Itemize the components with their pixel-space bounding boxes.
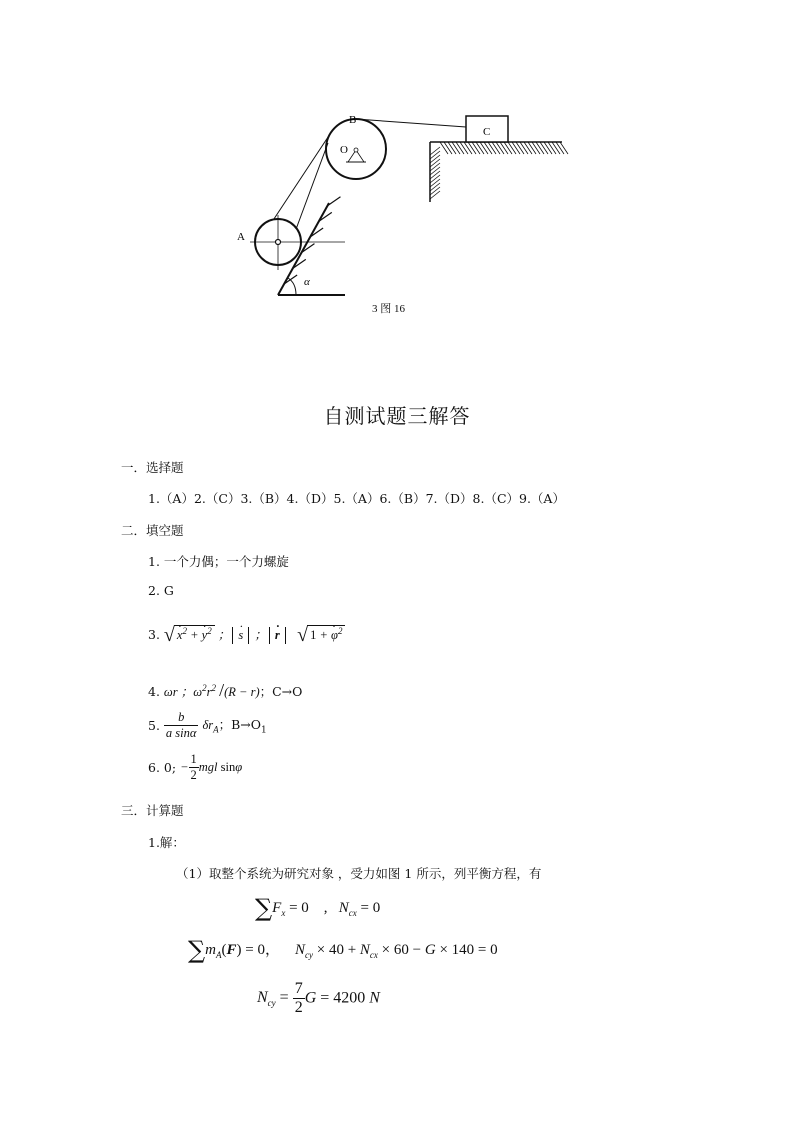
ground-hatch-line bbox=[512, 142, 520, 154]
wall-hatch-line bbox=[430, 179, 440, 187]
answer-4-formula: ωr ；$\omega^2r^2$ /(R − r) bbox=[163, 680, 260, 700]
section-heading-choice: 一．选择题 bbox=[121, 460, 184, 475]
wall-hatch-line bbox=[430, 147, 440, 155]
ground-hatch-line bbox=[528, 142, 536, 154]
answer-3-number: 3. bbox=[148, 627, 160, 642]
ground-hatch-line bbox=[508, 142, 516, 154]
equation-ncy: $N_{cy}$ = $\frac{7}{2}$ G = 4200 N bbox=[257, 980, 380, 1016]
ground-hatch-line bbox=[496, 142, 504, 154]
wall-hatch-line bbox=[430, 151, 440, 159]
label-alpha: α bbox=[304, 276, 310, 288]
ground-hatch-line bbox=[532, 142, 540, 154]
ground-hatch-line bbox=[504, 142, 512, 154]
ground-hatch-line bbox=[440, 142, 448, 154]
ground-hatch-line bbox=[492, 142, 500, 154]
ground-hatch-line bbox=[548, 142, 556, 154]
figure-caption: 3 图 16 bbox=[372, 303, 405, 315]
fill-answer-3 bbox=[148, 624, 345, 647]
ground-hatch-line bbox=[488, 142, 496, 154]
ground-hatch-line bbox=[444, 142, 452, 154]
fill-answer-4 bbox=[148, 680, 302, 701]
label-o: O bbox=[340, 144, 348, 156]
mechanism-figure bbox=[230, 105, 570, 305]
answer-3-formula: √ x ·$^2$ + y ·$^2$ ； s · ； r · √ 1 + φ ·$^2$ bbox=[164, 628, 346, 642]
page-title: 自测试题三解答 bbox=[323, 404, 471, 428]
solution-step-1: （1）取整个系统为研究对象 ，受力如图 1 所示，列平衡方程，有 bbox=[176, 866, 542, 881]
ground-hatch-line bbox=[552, 142, 560, 154]
answer-5-number: 5. bbox=[148, 718, 160, 733]
section-heading-calc: 三．计算题 bbox=[121, 803, 184, 818]
equation-moment-a: $\sum m_A(F) = 0$， $N_{cy} \times 40 + N_{cx} \times 60 - G \times 140 = 0$ bbox=[188, 936, 498, 964]
ground-hatch-line bbox=[460, 142, 468, 154]
ground-hatch-line bbox=[448, 142, 456, 154]
section-heading-fill: 二．填空题 bbox=[121, 523, 184, 538]
ground-hatch-line bbox=[456, 142, 464, 154]
equation-sum-fx: $\sum F_x = 0$ , $N_{cx} = 0$ bbox=[255, 894, 381, 922]
fill-answer-2: 2. G bbox=[148, 583, 174, 598]
incline-hatch-line bbox=[327, 197, 340, 206]
wall-hatch-line bbox=[430, 175, 440, 183]
wall-hatch-line bbox=[430, 167, 440, 175]
ground-hatch-line bbox=[476, 142, 484, 154]
ground-hatch-line bbox=[540, 142, 548, 154]
rope-left-1 bbox=[266, 128, 334, 231]
ground-hatch-line bbox=[472, 142, 480, 154]
answer-5-fraction: $\frac{b}{\text{a sinα}}$ bbox=[165, 710, 197, 740]
ground-hatch-line bbox=[520, 142, 528, 154]
wall-hatch-line bbox=[430, 159, 440, 167]
answer-5-direction: ；B→O bbox=[218, 717, 262, 732]
label-c: C bbox=[483, 126, 491, 138]
answer-4-number: 4. bbox=[148, 684, 160, 699]
ground-hatch-line bbox=[480, 142, 488, 154]
wall-hatch-line bbox=[430, 187, 440, 195]
wall-hatch-line bbox=[430, 163, 440, 171]
ground-hatch-line bbox=[484, 142, 492, 154]
wall-hatch-line bbox=[430, 155, 440, 163]
wall-hatch-line bbox=[430, 171, 440, 179]
answer-6-number: 6. 0; bbox=[148, 760, 177, 775]
label-a: A bbox=[237, 231, 245, 243]
fill-answer-5: 5. $\frac{b}{\text{a sinα}}$ $\delta r_A$；$B\to O_1$ bbox=[148, 710, 267, 740]
label-b: B bbox=[349, 114, 357, 126]
answer-6-fraction: $\frac{1}{2}$ bbox=[190, 752, 197, 782]
choice-answers: 1.（A）2.（C）3.（B）4.（D）5.（A）6.（B）7.（D）8.（C）9.（A） bbox=[148, 491, 565, 506]
ground-hatch-line bbox=[536, 142, 544, 154]
wall-hatch-line bbox=[430, 183, 440, 191]
ground-hatch-line bbox=[556, 142, 564, 154]
ground-hatch-line bbox=[560, 142, 568, 154]
solution-label: 1.解： bbox=[148, 835, 185, 850]
fill-answer-6: 6. 0; − $\frac{1}{2}$ mgl sinφ bbox=[148, 752, 243, 782]
answer-5-subscript: 1 bbox=[261, 725, 267, 736]
wall-hatch-line bbox=[430, 191, 440, 199]
fill-answer-1: 1. 一个力偶；一个力螺旋 bbox=[148, 554, 289, 569]
ground-hatch-line bbox=[464, 142, 472, 154]
answer-4-direction: ；C→O bbox=[259, 684, 303, 699]
ground-hatch-line bbox=[524, 142, 532, 154]
ground-hatch-line bbox=[544, 142, 552, 154]
rope-left-2 bbox=[292, 143, 328, 240]
ground-hatch-line bbox=[468, 142, 476, 154]
ground-hatch-line bbox=[516, 142, 524, 154]
ground-hatch-line bbox=[452, 142, 460, 154]
ground-hatch-line bbox=[500, 142, 508, 154]
